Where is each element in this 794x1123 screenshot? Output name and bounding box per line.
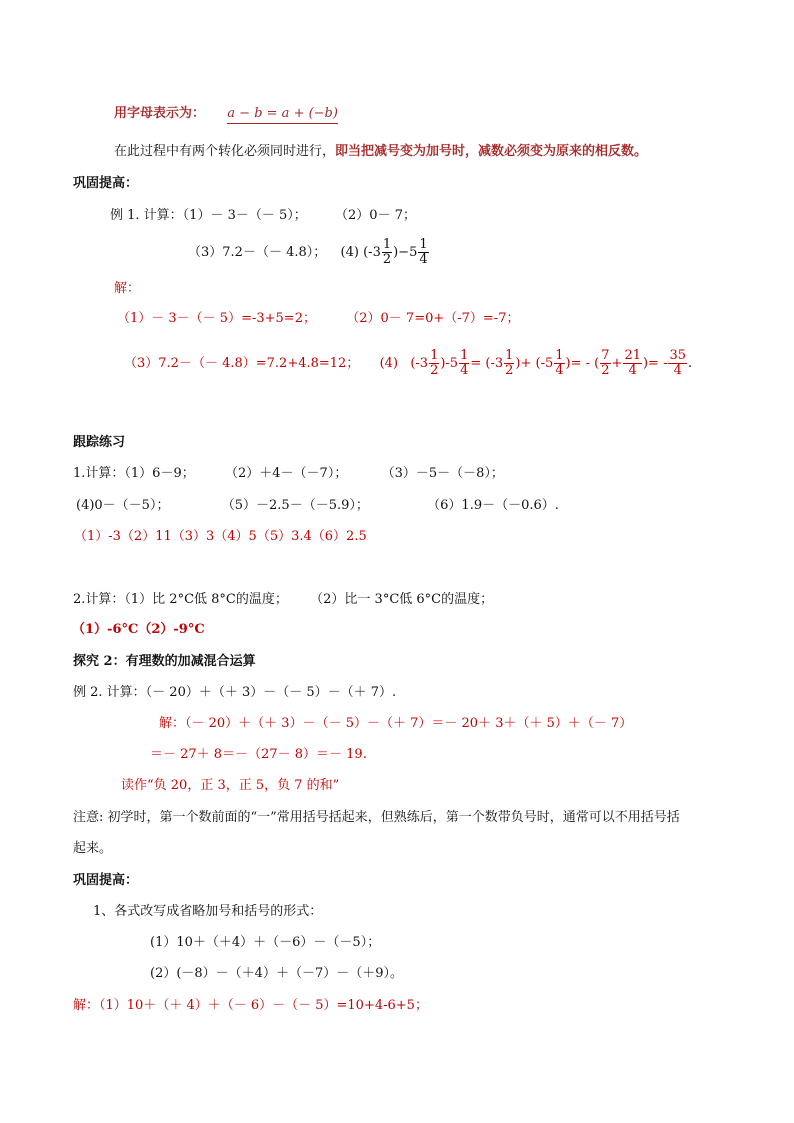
example2: 例 2. 计算：（－ 20）＋（＋ 3）－（－ 5）－（＋ 7）. — [73, 685, 397, 700]
example2-reading: 读作“负 20，正 3，正 5，负 7 的和” — [121, 778, 340, 793]
example2-solution-line2: ＝－ 27＋ 8＝－（27－ 8）＝－ 19. — [150, 747, 367, 762]
example1-part2: （2）0－ 7； — [335, 208, 416, 223]
formula-line — [114, 104, 338, 124]
consolidate2-q1b: (2）(－8）－（＋4）＋（－7）－（＋9）。 — [150, 966, 403, 981]
section-title-practice: 跟踪练习 — [73, 435, 126, 450]
consolidate2-q1a: (1）10＋（＋4）＋（－6）－（－5）； — [150, 935, 381, 950]
solution1-line2: （3）7.2－（－ 4.8）=7.2+4.8=12； (4) (-3 $\frac{1}{2}$ )-5 $\frac{1}{4}$ = (-3 $\frac{1}{2}$ )+ (-5 $\frac{1}{4}$ )= - ( $\frac{7}{2}$ + $\frac{21}{4}$ )= - $\frac{35}{4}$ . — [124, 348, 693, 378]
example1-head: 例 1. 计算：（1）－ 3－（－ 5）； — [110, 208, 307, 223]
fraction: $\frac{1}{2}$ — [430, 348, 439, 378]
practice-q1-line2: (4)0－（－5）； （5）－2.5－（－5.9）； （6）1.9－（－0.6）. — [76, 498, 559, 513]
solution1-line1: （1）－ 3－（－ 5）=-3+5=2； （2）0－ 7=0+（-7）=-7； — [117, 311, 520, 326]
explain-emphasis: 即当把减号变为加号时，减数必须变为原来的相反数。 — [335, 144, 648, 159]
practice-q1-line1: 1.计算：（1）6－9； （2）＋4－（－7）； （3）－5－（－8）； — [73, 466, 504, 481]
example1-part4-label: (4) — [340, 245, 359, 260]
example1-minus: −5 — [398, 245, 418, 260]
fraction: $\frac{1}{4}$ — [555, 348, 564, 378]
formula: a − b = a + (−b) — [227, 106, 338, 124]
fraction: $\frac{1}{4}$ — [460, 348, 469, 378]
practice-q2-answer: （1）-6°C（2）-9°C — [72, 622, 205, 637]
practice-q1-answer: （1）-3（2）11（3）3（4）5（5）3.4（6）2.5 — [74, 529, 367, 544]
example1-line2: （3）7.2－（－ 4.8）； (4) (-3 $\frac{1}{2}$ )−5 $\frac{1}{4}$ — [188, 237, 428, 267]
fraction: $\frac{1}{4}$ — [419, 237, 428, 267]
section-title-consolidate2: 巩固提高： — [73, 873, 139, 888]
section-title-consolidate: 巩固提高： — [73, 176, 139, 191]
consolidate2-solution: 解：（1）10＋（＋ 4）＋（－ 6）－（－ 5）=10+4-6+5； — [73, 998, 428, 1013]
example1-line1 — [110, 206, 416, 226]
section-title-explore2: 探究 2：有理数的加减混合运算 — [73, 654, 256, 669]
example2-solution-line1: 解：（－ 20）＋（＋ 3）－（－ 5）－（＋ 7）＝－ 20＋ 3＋（＋ 5）＋（－ 7） — [159, 716, 633, 731]
formula-label: 用字母表示为： — [114, 106, 206, 121]
fraction: $\frac{1}{2}$ — [505, 348, 514, 378]
fraction: $\frac{1}{2}$ — [382, 237, 392, 267]
explain-start: 在此过程中有两个转化必须同时进行， — [114, 144, 336, 159]
solution-label: 解： — [114, 281, 141, 296]
explain-line — [114, 142, 647, 162]
fraction: $\frac{21}{4}$ — [624, 348, 641, 378]
example1-part3: （3）7.2－（－ 4.8）； — [188, 245, 327, 260]
note-line1: 注意: 初学时，第一个数前面的“一”常用括号括起来，但熟练后，第一个数带负号时，通常可以不用括号括 — [73, 810, 680, 825]
practice-q2-line: 2.计算：（1）比 2°C低 8°C的温度； （2）比一 3°C低 6°C的温度； — [73, 592, 494, 607]
example1-f1-whole: (-3 — [363, 245, 381, 260]
consolidate2-q1: 1、各式改写成省略加号和括号的形式： — [93, 904, 323, 919]
fraction: $\frac{7}{2}$ — [601, 348, 610, 378]
fraction: $\frac{35}{4}$ — [669, 348, 687, 378]
note-line2: 起来。 — [73, 841, 113, 856]
